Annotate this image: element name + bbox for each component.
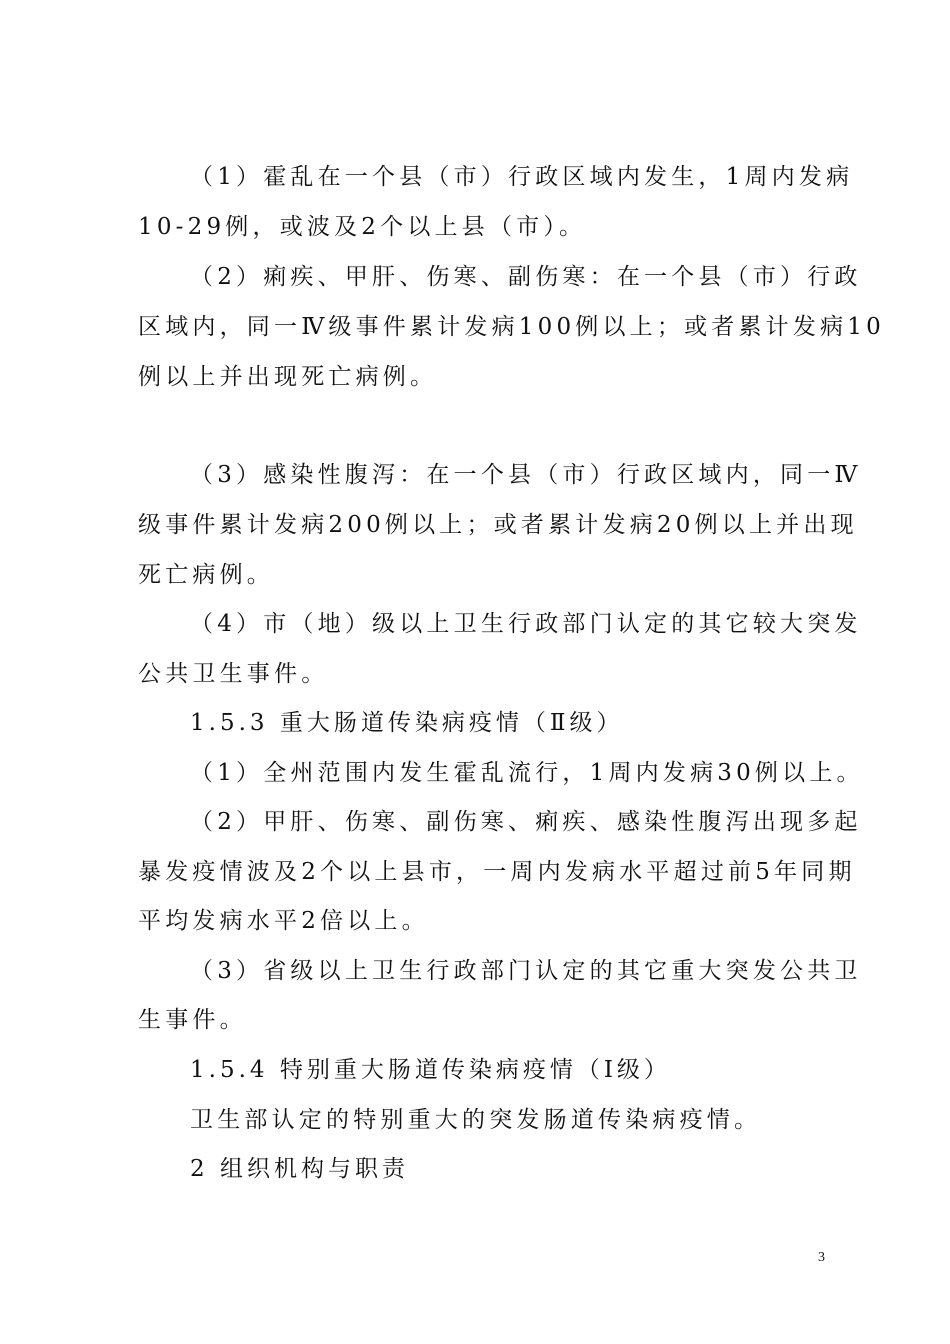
- section-heading: 1.5.3 重大肠道传染病疫情（Ⅱ级）: [190, 710, 624, 736]
- paragraph-line: （1）全州范围内发生霍乱流行，1周内发病30例以上。: [190, 760, 864, 786]
- paragraph-line: 公共卫生事件。: [138, 661, 329, 687]
- paragraph-line: （1）霍乱在一个县（市）行政区域内发生，1周内发病: [190, 164, 854, 190]
- paragraph-line: （4）市（地）级以上卫生行政部门认定的其它较大突发: [190, 611, 862, 637]
- paragraph-line: 平均发病水平2倍以上。: [138, 908, 429, 934]
- paragraph-line: （3）省级以上卫生行政部门认定的其它重大突发公共卫: [190, 958, 862, 984]
- paragraph-line: （3）感染性腹泻：在一个县（市）行政区域内，同一Ⅳ: [190, 462, 862, 488]
- paragraph-line: 生事件。: [138, 1007, 247, 1033]
- paragraph-line: 暴发疫情波及2个以上县市，一周内发病水平超过前5年同期: [138, 859, 856, 885]
- section-heading: 2 组织机构与职责: [190, 1156, 409, 1182]
- paragraph-line: 区域内，同一Ⅳ级事件累计发病100例以上；或者累计发病10: [138, 314, 885, 340]
- page-number: 3: [818, 1250, 825, 1265]
- paragraph-line: 级事件累计发病200例以上；或者累计发病20例以上并出现: [138, 512, 858, 538]
- paragraph-line: （2）甲肝、伤寒、副伤寒、痢疾、感染性腹泻出现多起: [190, 809, 862, 835]
- paragraph-line: 例以上并出现死亡病例。: [138, 364, 438, 390]
- paragraph-line: 卫生部认定的特别重大的突发肠道传染病疫情。: [190, 1107, 762, 1133]
- paragraph-line: （2）痢疾、甲肝、伤寒、副伤寒：在一个县（市）行政: [190, 264, 862, 290]
- paragraph-line: 10-29例，或波及2个以上县（市）。: [138, 214, 587, 240]
- section-heading: 1.5.4 特别重大肠道传染病疫情（Ⅰ级）: [190, 1057, 671, 1083]
- paragraph-line: 死亡病例。: [138, 562, 274, 588]
